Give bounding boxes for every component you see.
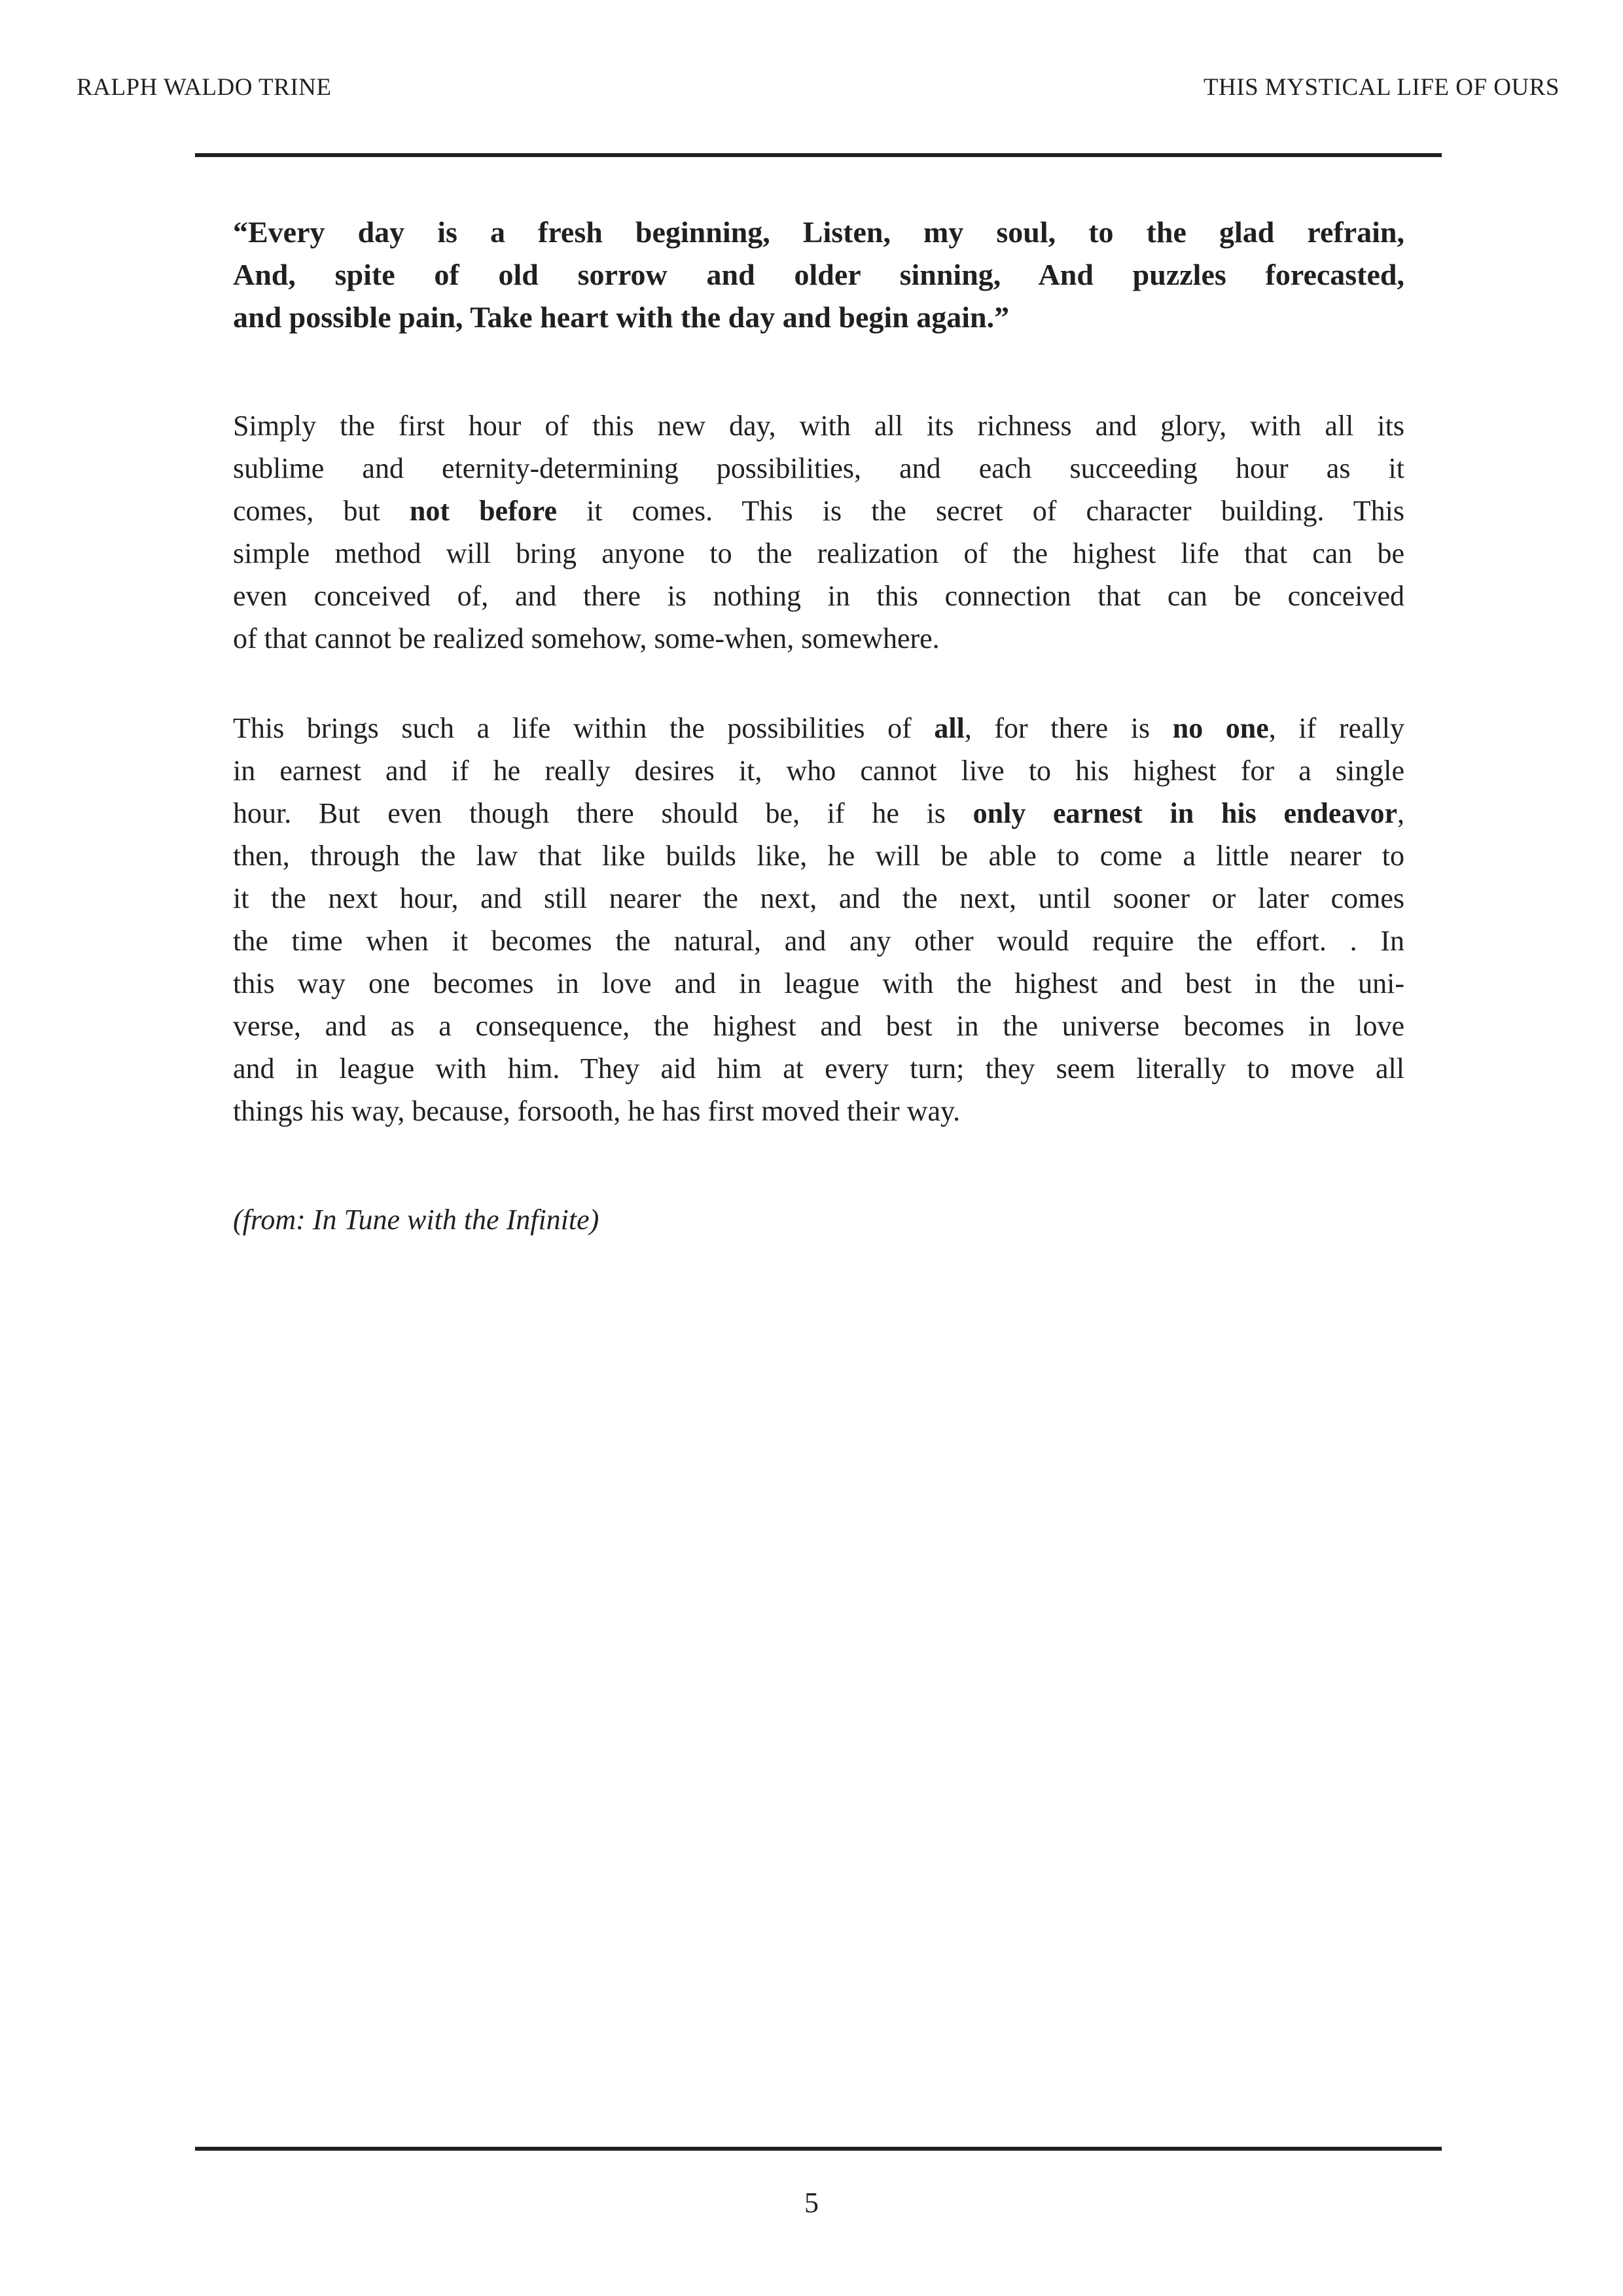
paragraph-1 [233,404,1404,660]
bold-text: no one [1172,712,1269,744]
running-header-author: RALPH WALDO TRINE [77,74,332,101]
text-line [233,920,1404,962]
citation: (from: In Tune with the Infinite) [233,1204,599,1236]
bold-text: all [934,712,965,744]
text-line [233,834,1404,877]
page-number: 5 [804,2187,819,2219]
text-line [233,1047,1404,1090]
text-line [233,532,1404,575]
opening-quote [233,211,1404,338]
text-line [233,1005,1404,1047]
text-line [233,447,1404,490]
text-line [233,707,1404,749]
header-rule [195,153,1442,157]
text-segment: things his way, because, forsooth, he has first moved their way. [233,1095,961,1127]
text-line [233,490,1404,532]
running-header-title: THIS MYSTICAL LIFE OF OURS [1203,74,1560,101]
text-line [233,749,1404,792]
text-segment: this way one becomes in love and in league with the highest and best in the uni- [233,967,1404,999]
text-segment: , if really [1268,712,1404,744]
text-line [233,617,1404,660]
bold-text: not before [409,495,558,527]
text-segment: it the next hour, and still nearer the next, and the next, until sooner or later comes [233,882,1404,914]
text-segment: sublime and eternity-determining possibilities, and each succeeding hour as it [233,452,1404,484]
text-line [233,1090,1404,1132]
text-line [233,792,1404,834]
text-segment: then, through the law that like builds like, he will be able to come a little nearer to [233,840,1404,872]
text-line [233,962,1404,1005]
text-line [233,253,1404,296]
text-line [233,296,1404,338]
text-line [233,404,1404,447]
text-segment: , [1397,797,1404,829]
text-segment: of that cannot be realized somehow, some-when, somewhere. [233,622,940,655]
text-segment: And, spite of old sorrow and older sinning, And puzzles forecasted, [233,258,1404,291]
text-segment: Simply the first hour of this new day, with all its richness and glory, with all its [233,410,1404,442]
text-line [233,211,1404,253]
text-segment: This brings such a life within the possibilities of [233,712,935,744]
paragraph-2 [233,707,1404,1132]
text-segment: simple method will bring anyone to the realization of the highest life that can be [233,537,1404,569]
text-segment: hour. But even though there should be, if he is [233,797,973,829]
bold-text: only earnest in his endeavor [972,797,1397,829]
text-segment: and possible pain, Take heart with the day and begin again.” [233,300,1010,334]
text-segment: in earnest and if he really desires it, who cannot live to his highest for a single [233,755,1404,787]
text-segment: even conceived of, and there is nothing in this connection that can be conceived [233,580,1404,612]
text-segment: comes, but [233,495,410,527]
text-segment: and in league with him. They aid him at every turn; they seem literally to move all [233,1052,1404,1085]
text-segment: “Every day is a fresh beginning, Listen, my soul, to the glad refrain, [233,215,1404,249]
text-segment: , for there is [964,712,1173,744]
text-segment: verse, and as a consequence, the highest and best in the universe becomes in love [233,1010,1404,1042]
text-segment: it comes. This is the secret of character building. This [557,495,1405,527]
text-segment: the time when it becomes the natural, and any other would require the effort. . In [233,925,1404,957]
footer-rule [195,2147,1442,2151]
text-line [233,877,1404,920]
text-line [233,575,1404,617]
